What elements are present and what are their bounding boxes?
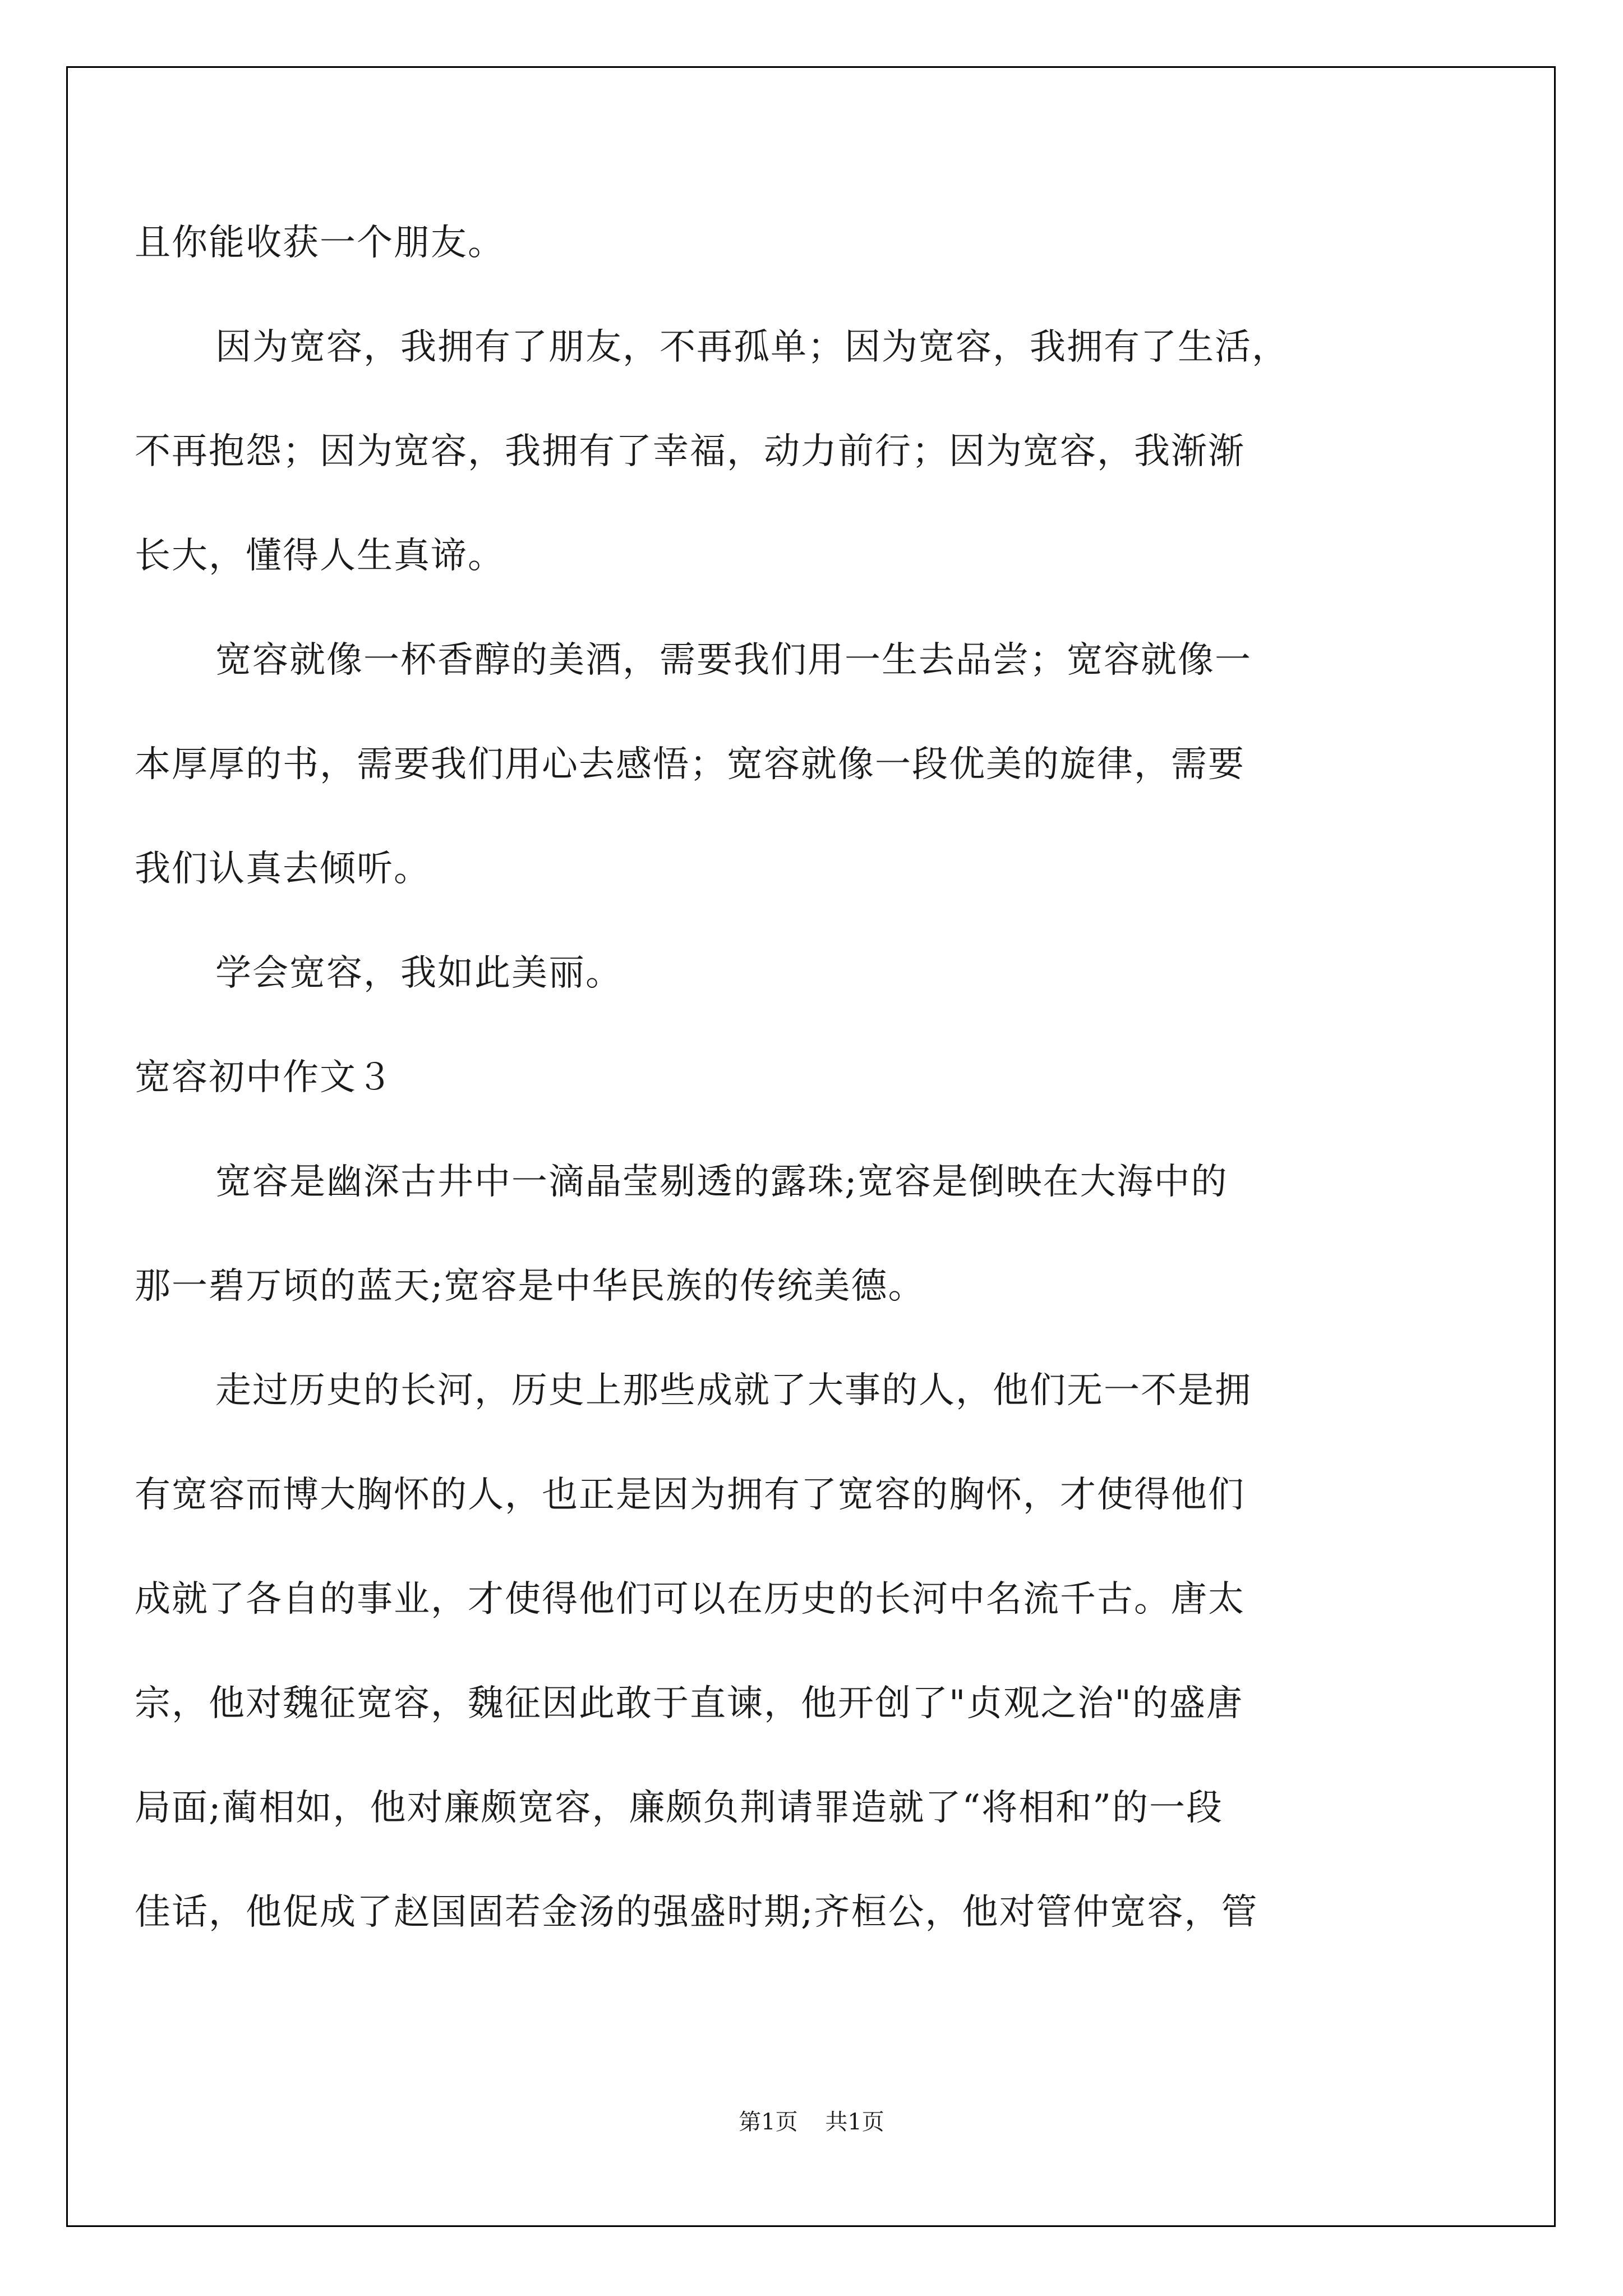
text-line: 局面;蔺相如，他对廉颇宽容，廉颇负荆请罪造就了“将相和”的一段 (135, 1787, 1223, 1829)
text-line: 走过历史的长河，历史上那些成就了大事的人，他们无一不是拥 (215, 1370, 1252, 1411)
text-line: 不再抱怨；因为宽容，我拥有了幸福，动力前行；因为宽容，我渐渐 (135, 431, 1245, 472)
text-line: 学会宽容，我如此美丽。 (215, 953, 623, 994)
text-line: 有宽容而博大胸怀的人，也正是因为拥有了宽容的胸怀，才使得他们 (135, 1474, 1245, 1516)
text-line: 宽容就像一杯香醇的美酒，需要我们用一生去品尝；宽容就像一 (215, 639, 1252, 681)
text-line: 我们认真去倾听。 (135, 848, 431, 890)
text-line: 且你能收获一个朋友。 (135, 222, 505, 264)
text-line: 本厚厚的书，需要我们用心去感悟；宽容就像一段优美的旋律，需要 (135, 744, 1245, 785)
page-footer (0, 2105, 1623, 2139)
text-line: 成就了各自的事业，才使得他们可以在历史的长河中名流千古。唐太 (135, 1579, 1245, 1620)
text-line: 宽容是幽深古井中一滴晶莹剔透的露珠;宽容是倒映在大海中的 (215, 1161, 1228, 1203)
document-body (135, 191, 1447, 1964)
text-line: 宗，他对魏征宽容，魏征因此敢于直谏，他开创了"贞观之治"的盛唐 (135, 1683, 1243, 1724)
text-line: 长大，懂得人生真谛。 (135, 535, 505, 577)
section-heading: 宽容初中作文３ (135, 1057, 394, 1098)
page-number: 第1页 (739, 2109, 798, 2135)
page-total: 共1页 (825, 2109, 884, 2135)
text-line: 那一碧万顷的蓝天;宽容是中华民族的传统美德。 (135, 1266, 925, 1307)
text-line: 因为宽容，我拥有了朋友，不再孤单；因为宽容，我拥有了生活， (215, 326, 1289, 368)
text-line: 佳话，他促成了赵国固若金汤的强盛时期;齐桓公，他对管仲宽容，管 (135, 1892, 1258, 1933)
